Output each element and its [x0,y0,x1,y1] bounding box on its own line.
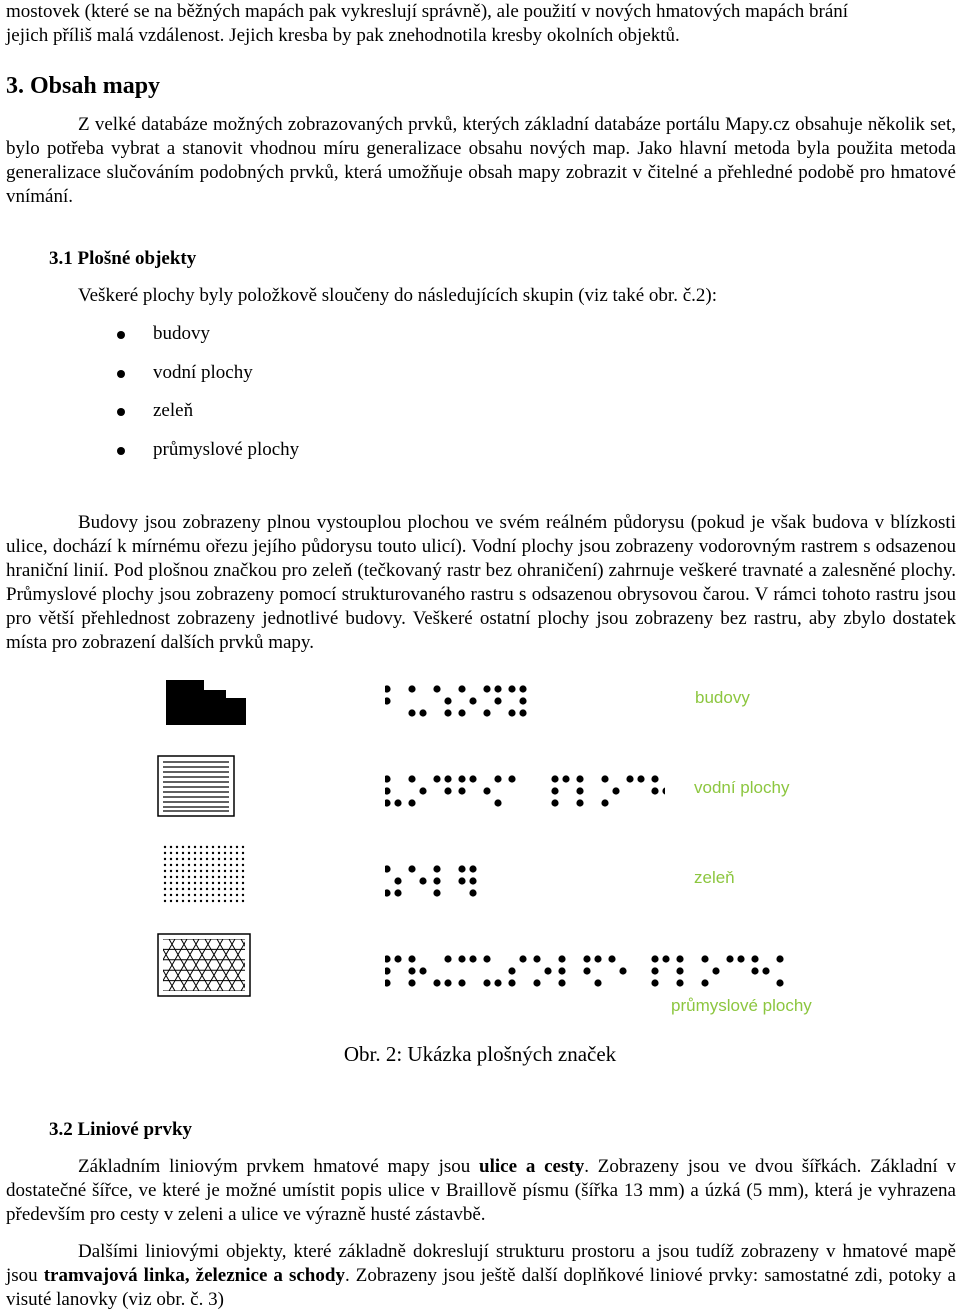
intro-text [6,0,956,48]
label-zelen: zeleň [694,868,735,887]
section-3-1-heading: 3.1 Plošné objekty [49,248,197,269]
greenery-symbol [163,845,247,905]
buildings-symbol [166,680,246,725]
section-3-1-text: Budovy jsou zobrazeny plnou vystouplou plochou ve svém reálném půdorysu (pokud je však budova v blízkosti ulice, dochází k mírnému ořezu jejího půdorysu touto ulicí). Vodní plochy jsou zobrazeny vodorovným rastrem s odsazenou hraniční linií. Pod plošnou značkou pro zeleň (tečkovaný rastr bez ohraničení) zahrnuje veškeré travnaté a zalesněné plochy. Průmyslové plochy jsou zobrazeny pomocí strukturovaného rastru s odsazenou obrysovou čarou. V rámci tohoto rastru jsou pro větší přehlednost zobrazeny jednotlivé budovy. Veškeré ostatní plochy jsou zobrazeny bez rastru, aby zbylo dostatek místa pro zobrazení dalších prvků mapy. [6,512,956,653]
braille-budovy [385,685,535,719]
label-budovy: budovy [695,688,750,707]
industrial-symbol [157,933,251,997]
braille-vodni-plochy [385,775,665,809]
braille-prumyslove-plochy [385,955,785,989]
section-3-text: Z velké databáze možných zobrazovaných prvků, kterých základní databáze portálu Mapy.cz obsahuje několik set, bylo potřeba vybrat a stanovit vhodnou míru generalizace obsahu nových map. Jako hlavní metoda byla použita metoda generalizace slučováním podobných prvků, která umožňuje obsah mapy zobrazit v čitelné a přehledné podobě pro hmatové vnímání. [6,114,956,207]
label-prumyslove-plochy: průmyslové plochy [671,996,812,1015]
bullet-icon [117,370,125,378]
section-3-1-intro [6,284,956,308]
braille-zelen [385,865,505,899]
intro-line-2: jejich příliš malá vzdálenost. Jejich kresba by pak znehodnotila kresby okolních objektů. [6,25,680,46]
list-item: vodní plochy [117,361,299,400]
bullet-icon [117,408,125,416]
label-vodni-plochy: vodní plochy [694,778,790,797]
figure-area-symbols [0,670,950,1030]
section-3-2-heading: 3.2 Liniové prvky [49,1119,193,1140]
area-types-list [117,322,299,476]
list-item: budovy [117,322,299,361]
list-item: zeleň [117,399,299,438]
figure-caption: Obr. 2: Ukázka plošných značek [343,1042,617,1066]
water-symbol [157,755,235,817]
section-3-2-text-2: Dalšími liniovými objekty, které základně dokreslují strukturu prostoru a jsou tudíž zobrazeny v hmatové mapě jsou tramvajová linka, železnice a schody. Zobrazeny jsou ještě další doplňkové liniové prvky: samostatné zdi, potoky a visuté lanovky (viz obr. č. 3) [6,1241,956,1310]
section-3-2-paragraph-2 [6,1240,956,1312]
section-3-heading: 3. Obsah mapy [6,73,161,99]
intro-line-1: mostovek (které se na běžných mapách pak vykreslují správně), ale použití v nových hmatových mapách brání [6,1,849,22]
list-item: průmyslové plochy [117,438,299,477]
section-3-1-intro-text: Veškeré plochy byly položkově sloučeny do následujících skupin (viz také obr. č.2): [78,285,717,306]
bullet-icon [117,447,125,455]
section-3-2-paragraph-1 [6,1155,956,1227]
section-3-2-text-1: Základním liniovým prvkem hmatové mapy jsou ulice a cesty. Zobrazeny jsou ve dvou šířkách. Základní v dostatečné šířce, ve které je možné umístit popis ulice v Braillově písmu (šířka 13 mm) a úzká (5 mm), která je vyhrazena především pro cesty v zeleni a ulice ve výrazně husté zástavbě. [6,1156,957,1225]
section-3-paragraph [6,113,956,209]
section-3-1-paragraph [6,511,956,655]
bullet-icon [117,331,125,339]
